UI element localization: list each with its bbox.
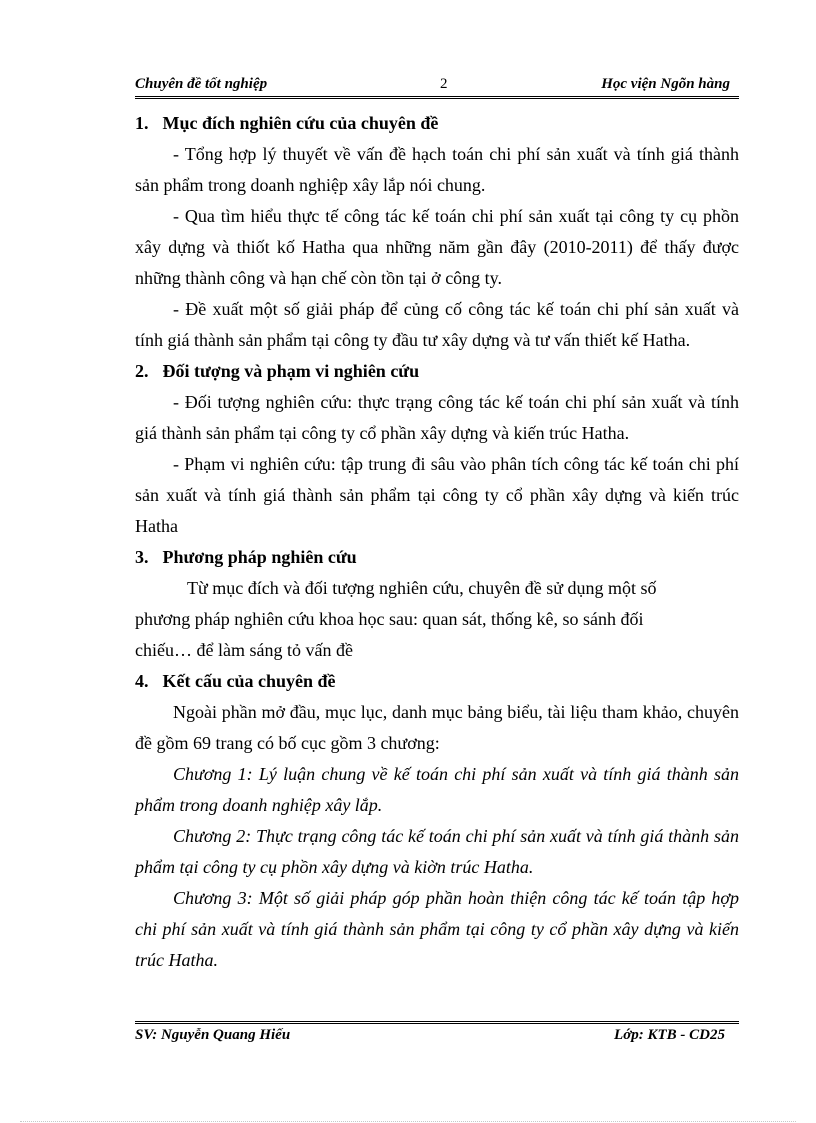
page-number: 2 [440,76,448,92]
section-2-number: 2. [135,361,149,381]
chapter-2-summary: Chương 2: Thực trạng công tác kế toán chi phí sản xuất và tính giá thành sản phẩm tại công ty cụ phồn xây dựng và kiờn trúc Hatha. [135,826,739,877]
page-bottom-border [20,1121,796,1122]
section-3-number: 3. [135,547,149,567]
section-2-bullet-1: - Đối tượng nghiên cứu: thực trạng công tác kế toán chi phí sản xuất và tính giá thành sản phẩm tại công ty cổ phần xây dựng và kiến trúc Hatha. [135,392,739,443]
section-1-number: 1. [135,113,149,133]
section-1-bullet-3: - Đề xuất một số giải pháp để củng cố công tác kế toán chi phí sản xuất và tính giá thành sản phẩm tại công ty đầu tư xây dựng và tư vấn thiết kế Hatha. [135,299,739,350]
page-footer [135,1027,739,1051]
section-3-paragraph: Từ mục đích và đối tượng nghiên cứu, chuyên đề sử dụng một số phương pháp nghiên cứu khoa học sau: quan sát, thống kê, so sánh đối chiếu… để làm sáng tỏ vấn đề [135,578,657,660]
section-4-heading [135,666,739,697]
chapter-1-summary: Chương 1: Lý luận chung về kế toán chi phí sản xuất và tính giá thành sản phẩm trong doanh nghiệp xây lắp. [135,764,739,815]
section-1-bullet-1: - Tổng hợp lý thuyết về vấn đề hạch toán chi phí sản xuất và tính giá thành sản phẩm trong doanh nghiệp xây lắp nói chung. [135,144,739,195]
header-rule [135,96,739,99]
header-institution: Học viện Ngõn hàng [601,76,730,92]
section-4-title: Kết cấu của chuyên đề [162,671,336,691]
section-1-bullet-2: - Qua tìm hiểu thực tế công tác kế toán chi phí sản xuất tại công ty cụ phồn xây dựng và thiốt kố Hatha qua những năm gần đây (2010-2011) để thấy được những thành công và hạn chế còn tồn tại ở công ty. [135,206,739,288]
section-4-paragraph: Ngoài phần mở đầu, mục lục, danh mục bảng biểu, tài liệu tham khảo, chuyên đề gồm 69 trang có bố cục gồm 3 chương: [135,702,739,753]
footer-rule [135,1021,739,1024]
section-1-title: Mục đích nghiên cứu của chuyên đề [162,113,439,133]
section-2-bullet-2: - Phạm vi nghiên cứu: tập trung đi sâu vào phân tích công tác kế toán chi phí sản xuất và tính giá thành sản phẩm tại công ty cổ phần xây dựng và kiến trúc Hatha [135,454,739,536]
page-body [135,108,739,976]
section-3-title: Phương pháp nghiên cứu [162,547,357,567]
page-header [135,74,740,98]
chapter-3-summary: Chương 3: Một số giải pháp góp phần hoàn thiện công tác kế toán tập hợp chi phí sản xuất và tính giá thành sản phẩm tại công ty cổ phần xây dựng và kiến trúc Hatha. [135,888,739,970]
footer-class: Lớp: KTB - CD25 [614,1027,725,1043]
section-2-heading [135,356,739,387]
section-4-number: 4. [135,671,149,691]
section-2-title: Đối tượng và phạm vi nghiên cứu [162,361,420,381]
footer-student: SV: Nguyễn Quang Hiếu [135,1027,291,1043]
header-document-type: Chuyên đề tốt nghiệp [135,76,268,92]
section-3-heading [135,542,739,573]
section-1-heading [135,108,739,139]
